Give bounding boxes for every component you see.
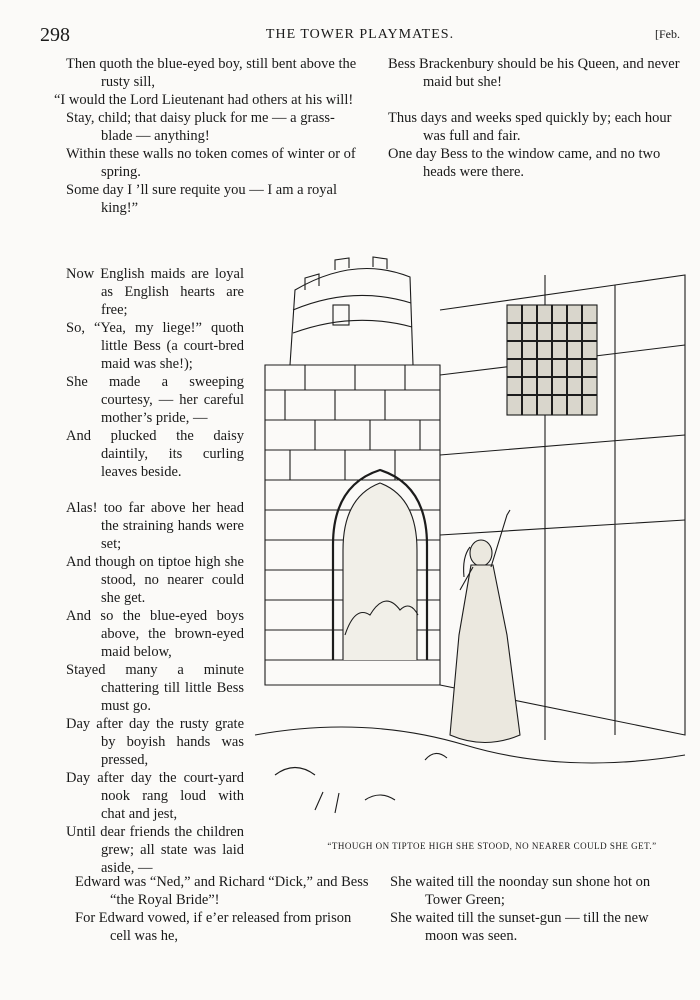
page-header xyxy=(40,24,680,50)
stanza xyxy=(66,499,244,877)
poem-line: Day after day the court-yard nook rang loud with chat and jest, xyxy=(66,770,244,822)
illustration-caption: “THOUGH ON TIPTOE HIGH SHE STOOD, NO NEARER COULD SHE GET.” xyxy=(327,841,657,851)
month-label: [Feb. xyxy=(655,27,680,41)
poem-line: Some day I ’ll sure requite you — I am a royal king!” xyxy=(66,182,337,216)
poem-line: And though on tiptoe high she stood, no nearer could she get. xyxy=(66,554,244,606)
stanza xyxy=(66,265,244,481)
stanza xyxy=(388,109,683,181)
stanza xyxy=(388,55,683,91)
poem-column-right-top xyxy=(388,55,683,199)
page-number: 298 xyxy=(40,24,70,46)
poem-line: Stay, child; that daisy pluck for me — a grass-blade — anything! xyxy=(66,110,335,144)
poem-line: And so the blue-eyed boys above, the brown-eyed maid below, xyxy=(66,608,244,660)
poem-line: “I would the Lord Lieutenant had others at his will! xyxy=(54,92,354,108)
poem-line: One day Bess to the window came, and no two heads were there. xyxy=(388,146,661,180)
poem-line: Now English maids are loyal as English hearts are free; xyxy=(66,266,244,318)
poem-line: Then quoth the blue-eyed boy, still bent above the rusty sill, xyxy=(66,56,357,90)
running-title: THE TOWER PLAYMATES. xyxy=(265,27,455,42)
poem-line: So, “Yea, my liege!” quoth little Bess (a court-bred maid was she!); xyxy=(66,320,244,372)
poem-line: Bess Brackenbury should be his Queen, and never maid but she! xyxy=(388,56,680,90)
tower-illustration xyxy=(245,215,690,835)
poem-line: She waited till the sunset-gun — till the new moon was seen. xyxy=(390,910,649,944)
poem-line: Within these walls no token comes of winter or of spring. xyxy=(66,146,356,180)
poem-line: She waited till the noonday sun shone hot on Tower Green; xyxy=(390,874,651,908)
poem-line: Until dear friends the children grew; all state was laid aside, — xyxy=(66,824,244,876)
poem-line: Alas! too far above her head the straining hands were set; xyxy=(66,500,244,552)
poem-line: She made a sweeping courtesy, — her careful mother’s pride, — xyxy=(66,374,244,426)
poem-line: Stayed many a minute chattering till little Bess must go. xyxy=(66,662,244,714)
poem-column-left-top xyxy=(54,55,366,217)
poem-column-bottom-left xyxy=(75,873,370,945)
poem-line: And plucked the daisy daintily, its curling leaves beside. xyxy=(66,428,244,480)
poem-column-bottom-right xyxy=(390,873,683,945)
poem-line: For Edward vowed, if e’er released from prison cell was he, xyxy=(75,910,352,944)
poem-line: Thus days and weeks sped quickly by; each hour was full and fair. xyxy=(388,110,672,144)
poem-line: Edward was “Ned,” and Richard “Dick,” and Bess “the Royal Bride”! xyxy=(75,874,369,908)
poem-column-left-narrow xyxy=(66,265,244,895)
poem-line: Day after day the rusty grate by boyish hands was pressed, xyxy=(66,716,244,768)
